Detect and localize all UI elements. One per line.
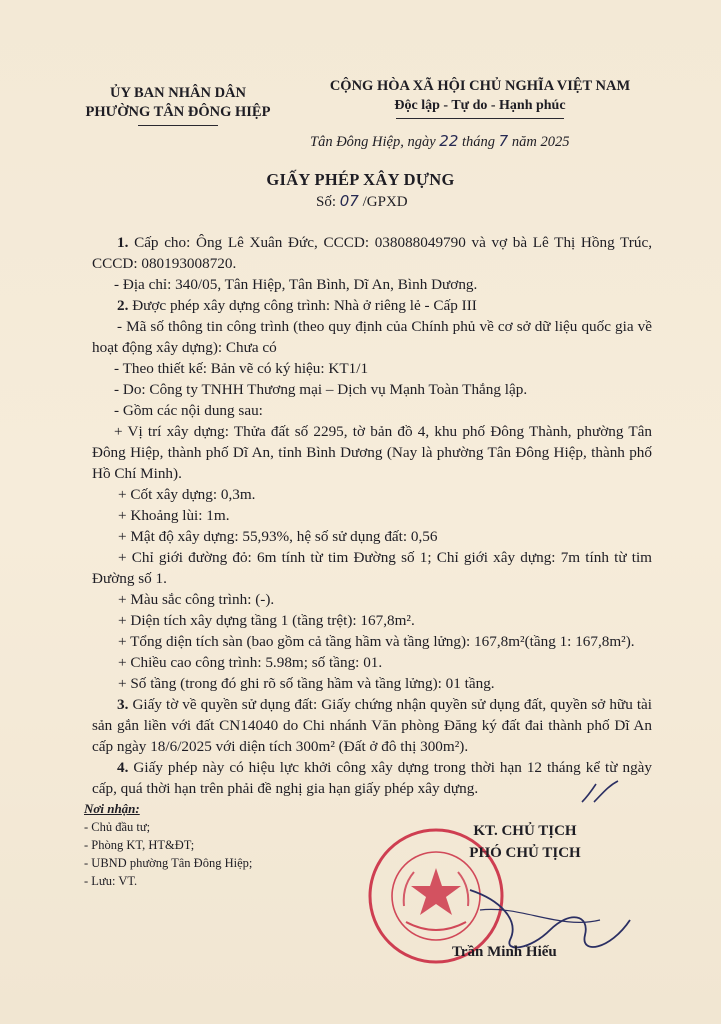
project-code-line: - Mã số thông tin công trình (theo quy định của Chính phủ về cơ sở dữ liệu quốc gia về hoạt động xây dựng): Chưa có bbox=[92, 318, 652, 356]
date-prefix: Tân Đông Hiệp, ngày bbox=[310, 134, 436, 150]
contents-line: - Gồm các nội dung sau: bbox=[114, 402, 263, 419]
section-1-text: Cấp cho: Ông Lê Xuân Đức, CCCD: 038088049790 và vợ bà Lê Thị Hồng Trúc, CCCD: 080193008720. bbox=[92, 234, 652, 272]
section-2-number: 2. bbox=[117, 297, 129, 314]
issuing-authority bbox=[68, 84, 288, 126]
floors-line: + Số tầng (trong đó ghi rõ số tầng hầm và tầng lửng): 01 tầng. bbox=[118, 675, 495, 692]
document-body bbox=[92, 232, 652, 799]
recipients-block bbox=[84, 800, 252, 890]
recipient-item: - UBND phường Tân Đông Hiệp; bbox=[84, 856, 253, 870]
section-4 bbox=[92, 757, 652, 799]
date-year: năm 2025 bbox=[511, 134, 570, 150]
designer-line: - Do: Công ty TNHH Thương mại – Dịch vụ Mạnh Toàn Thắng lập. bbox=[114, 381, 528, 398]
section-1 bbox=[92, 232, 652, 274]
signer-title-2: PHÓ CHỦ TỊCH bbox=[469, 845, 581, 861]
number-label: Số: bbox=[316, 194, 337, 210]
ground-floor-area-line: + Diện tích xây dựng tầng 1 (tầng trệt): 167,8m². bbox=[118, 612, 415, 629]
design-line: - Theo thiết kế: Bản vẽ có ký hiệu: KT1/1 bbox=[114, 360, 369, 377]
recipient-item: - Chủ đầu tư; bbox=[84, 820, 151, 834]
section-3 bbox=[92, 694, 652, 757]
authority-line2: PHƯỜNG TÂN ĐÔNG HIỆP bbox=[85, 104, 271, 120]
authority-line1: ỦY BAN NHÂN DÂN bbox=[109, 85, 246, 101]
document-number bbox=[316, 192, 408, 211]
document-title: GIẤY PHÉP XÂY DỰNG bbox=[266, 170, 455, 189]
signer-title-1: KT. CHỦ TỊCH bbox=[473, 823, 577, 839]
recipient-item: - Phòng KT, HT&ĐT; bbox=[84, 838, 195, 852]
number-value: 07 bbox=[339, 192, 359, 210]
national-header bbox=[290, 76, 670, 119]
signer-name: Trần Minh Hiếu bbox=[452, 944, 557, 960]
section-3-text: Giấy tờ về quyền sử dụng đất: Giấy chứng nhận quyền sử dụng đất, quyền sở hữu tài sản gắn liền với đất CN14040 do Chi nhánh Văn phòng Đăng ký đất đai thành phố Dĩ An cấp ngày 18/6/2025 với diện tích 300m² (Đất ở đô thị 300m²). bbox=[92, 696, 653, 755]
section-4-number: 4. bbox=[117, 759, 129, 776]
color-line: + Màu sắc công trình: (-). bbox=[118, 591, 275, 608]
date-month-label: tháng bbox=[462, 134, 496, 150]
motto-underline bbox=[396, 118, 564, 119]
national-motto: Độc lập - Tự do - Hạnh phúc bbox=[394, 98, 566, 113]
date-month: 7 bbox=[498, 132, 509, 150]
recipient-item: - Lưu: VT. bbox=[84, 874, 138, 888]
total-floor-area-line: + Tổng diện tích sàn (bao gồm cả tầng hầm và tầng lửng): 167,8m²(tầng 1: 167,8m²). bbox=[118, 633, 635, 650]
section-2-text: Được phép xây dựng công trình: Nhà ở riêng lẻ - Cấp III bbox=[132, 297, 477, 314]
setback-line: + Khoảng lùi: 1m. bbox=[118, 507, 230, 524]
authority-underline bbox=[138, 125, 218, 126]
issue-date bbox=[310, 132, 569, 151]
section-3-number: 3. bbox=[117, 696, 129, 713]
section-4-text: Giấy phép này có hiệu lực khởi công xây dựng trong thời hạn 12 tháng kể từ ngày cấp, quá thời hạn trên phải đề nghị gia hạn giấy phép xây dựng. bbox=[92, 759, 653, 797]
density-line: + Mật độ xây dựng: 55,93%, hệ số sử dụng đất: 0,56 bbox=[118, 528, 438, 545]
initial-mark-icon bbox=[578, 778, 628, 808]
national-title: CỘNG HÒA XÃ HỘI CHỦ NGHĨA VIỆT NAM bbox=[329, 78, 631, 94]
location-line: + Vị trí xây dựng: Thửa đất số 2295, tờ bản đồ 4, khu phố Đông Thành, phường Tân Đông Hiệp, thành phố Dĩ An, tỉnh Bình Dương (Nay là phường Tân Đông Hiệp, thành phố Hồ Chí Minh). bbox=[92, 423, 652, 482]
date-day: 22 bbox=[439, 132, 459, 150]
height-line: + Chiều cao công trình: 5.98m; số tầng: 01. bbox=[118, 654, 383, 671]
number-suffix: /GPXD bbox=[362, 194, 408, 210]
boundary-line: + Chỉ giới đường đỏ: 6m tính từ tim Đường số 1; Chỉ giới xây dựng: 7m tính từ tim Đường số 1. bbox=[92, 549, 652, 587]
signature-block bbox=[420, 820, 630, 864]
section-2 bbox=[92, 295, 652, 316]
address-line: - Địa chỉ: 340/05, Tân Hiệp, Tân Bình, Dĩ An, Bình Dương. bbox=[114, 276, 478, 293]
elevation-line: + Cốt xây dựng: 0,3m. bbox=[118, 486, 256, 503]
section-1-number: 1. bbox=[117, 234, 129, 251]
recipients-title: Nơi nhận: bbox=[84, 801, 140, 816]
